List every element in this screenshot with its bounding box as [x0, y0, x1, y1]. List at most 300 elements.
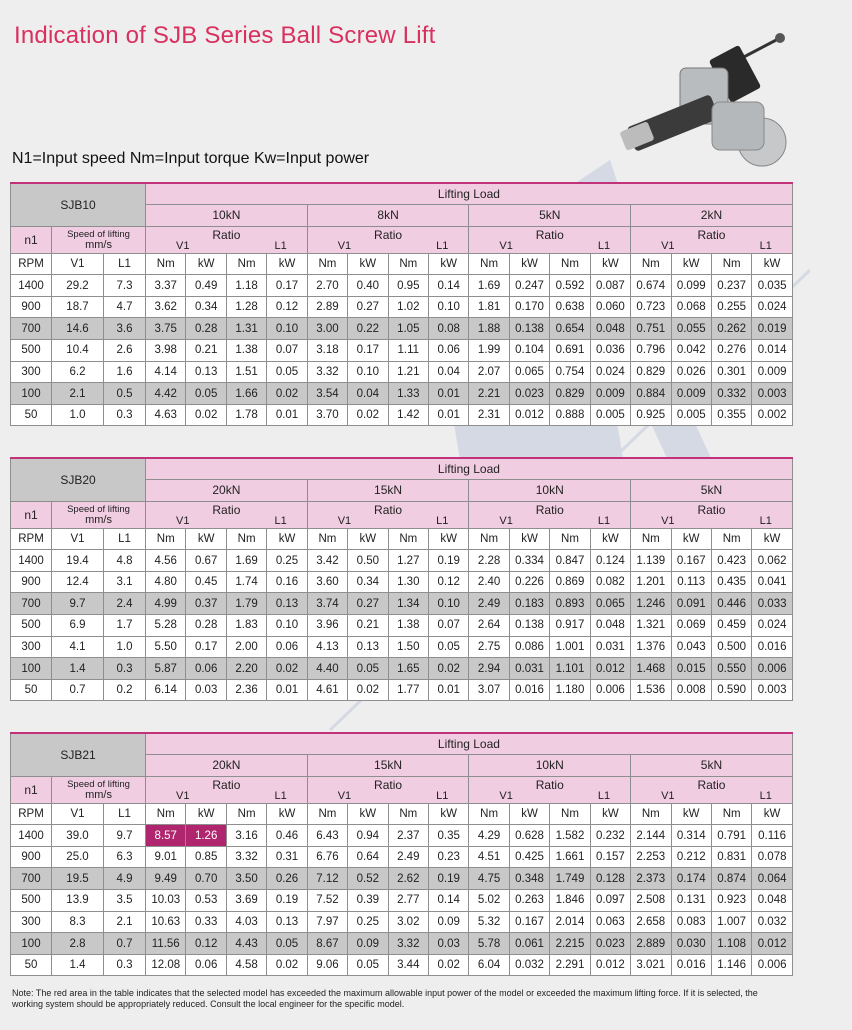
table-cell: 1.78	[226, 404, 266, 426]
kw-header: kW	[590, 528, 630, 550]
ratio-header	[307, 226, 469, 253]
table-row	[11, 658, 793, 680]
table-cell: 7.97	[307, 911, 347, 933]
table-cell: 1.180	[550, 679, 590, 701]
table-cell: 0.10	[267, 318, 307, 340]
table-cell: 0.06	[186, 658, 226, 680]
table-cell: 0.023	[509, 383, 549, 405]
table-cell: 0.14	[428, 890, 468, 912]
table-cell: 1.661	[550, 846, 590, 868]
kw-header: kW	[428, 253, 468, 275]
table-cell: 0.276	[711, 340, 751, 362]
table-cell: 0.04	[348, 383, 388, 405]
table-cell: 1.38	[226, 340, 266, 362]
table-cell: 3.021	[631, 954, 671, 976]
table-cell: 100	[11, 383, 52, 405]
table-cell: 0.13	[267, 593, 307, 615]
table-cell: 0.019	[752, 318, 792, 340]
page-title: Indication of SJB Series Ball Screw Lift	[14, 22, 436, 49]
table-row	[11, 911, 793, 933]
table-cell: 25.0	[52, 846, 104, 868]
table-cell: 0.016	[752, 636, 792, 658]
table-cell: 0.17	[267, 275, 307, 297]
table-cell: 10.03	[146, 890, 186, 912]
table-cell: 2.64	[469, 615, 509, 637]
ratio-header	[469, 776, 631, 803]
table-cell: 3.32	[307, 361, 347, 383]
table-cell: 300	[11, 911, 52, 933]
table-cell: 0.065	[590, 593, 630, 615]
table-cell: 2.215	[550, 933, 590, 955]
table-cell: 0.031	[509, 658, 549, 680]
table-cell: 0.263	[509, 890, 549, 912]
table-cell: 0.083	[671, 911, 711, 933]
table-cell: 0.116	[752, 825, 792, 847]
ratio-v1-label: V1	[176, 239, 190, 252]
nm-header: Nm	[550, 253, 590, 275]
speed-of-lifting-header	[52, 501, 146, 528]
kw-header: kW	[509, 803, 549, 825]
ratio-v1-label: V1	[661, 789, 675, 802]
table-row	[11, 550, 793, 572]
table-cell: 0.12	[267, 296, 307, 318]
table-cell: 0.05	[267, 361, 307, 383]
table-cell: 1.468	[631, 658, 671, 680]
nm-header: Nm	[711, 253, 751, 275]
spec-table	[10, 457, 793, 701]
table-cell: 0.003	[752, 679, 792, 701]
load-header: 5kN	[631, 480, 793, 502]
table-cell: 1.201	[631, 571, 671, 593]
table-cell: 1.21	[388, 361, 428, 383]
table-cell: 0.167	[509, 911, 549, 933]
table-cell: 0.12	[428, 571, 468, 593]
table-cell: 2.253	[631, 846, 671, 868]
table-cell: 5.87	[146, 658, 186, 680]
ratio-label: Ratio	[535, 227, 564, 242]
table-cell: 0.638	[550, 296, 590, 318]
table-cell: 0.33	[186, 911, 226, 933]
table-cell: 0.124	[590, 550, 630, 572]
table-cell: 2.07	[469, 361, 509, 383]
table-cell: 2.144	[631, 825, 671, 847]
v1-header: V1	[52, 803, 104, 825]
table-cell: 900	[11, 296, 52, 318]
table-cell: 0.005	[671, 404, 711, 426]
n1-header: n1	[11, 226, 52, 253]
nm-header: Nm	[307, 528, 347, 550]
lifting-load-header: Lifting Load	[146, 458, 793, 480]
table-cell: 1.749	[550, 868, 590, 890]
table-cell: 1.02	[388, 296, 428, 318]
load-header: 10kN	[469, 480, 631, 502]
table-cell: 3.32	[388, 933, 428, 955]
table-cell: 1.582	[550, 825, 590, 847]
table-cell: 1400	[11, 275, 52, 297]
table-cell: 13.9	[52, 890, 104, 912]
table-cell: 3.62	[146, 296, 186, 318]
table-cell: 1.42	[388, 404, 428, 426]
table-cell: 0.006	[752, 954, 792, 976]
ratio-label: Ratio	[212, 502, 241, 517]
table-cell: 1.0	[104, 636, 146, 658]
load-header: 2kN	[631, 205, 793, 227]
table-cell: 0.7	[104, 933, 146, 955]
rpm-header: RPM	[11, 253, 52, 275]
table-cell: 0.113	[671, 571, 711, 593]
table-cell: 5.28	[146, 615, 186, 637]
table-cell: 9.01	[146, 846, 186, 868]
table-cell: 0.212	[671, 846, 711, 868]
table-cell: 0.40	[348, 275, 388, 297]
ratio-header	[146, 501, 308, 528]
table-cell: 1.26	[186, 825, 226, 847]
nm-header: Nm	[469, 803, 509, 825]
table-cell: 3.32	[226, 846, 266, 868]
table-cell: 2.1	[104, 911, 146, 933]
table-cell: 3.00	[307, 318, 347, 340]
table-cell: 0.355	[711, 404, 751, 426]
ratio-l1-label: L1	[597, 789, 611, 802]
table-cell: 0.500	[711, 636, 751, 658]
table-cell: 3.70	[307, 404, 347, 426]
table-cell: 3.37	[146, 275, 186, 297]
l1-header: L1	[104, 803, 146, 825]
kw-header: kW	[752, 803, 792, 825]
model-name: SJB10	[11, 183, 146, 226]
table-cell: 0.048	[752, 890, 792, 912]
ratio-header	[307, 776, 469, 803]
table-cell: 0.016	[671, 954, 711, 976]
table-cell: 14.6	[52, 318, 104, 340]
table-cell: 0.14	[428, 275, 468, 297]
table-cell: 300	[11, 636, 52, 658]
table-cell: 0.170	[509, 296, 549, 318]
v1-header: V1	[52, 528, 104, 550]
table-cell: 0.10	[428, 593, 468, 615]
table-cell: 50	[11, 404, 52, 426]
table-cell: 0.091	[671, 593, 711, 615]
table-cell: 1.846	[550, 890, 590, 912]
table-cell: 0.19	[428, 550, 468, 572]
table-cell: 0.031	[590, 636, 630, 658]
table-cell: 0.01	[267, 404, 307, 426]
ratio-label: Ratio	[535, 777, 564, 792]
ratio-v1-label: V1	[337, 789, 352, 802]
ratio-v1-label: V1	[337, 514, 352, 527]
table-cell: 0.17	[186, 636, 226, 658]
table-cell: 0.925	[631, 404, 671, 426]
ratio-v1-label: V1	[499, 789, 513, 802]
table-cell: 0.12	[186, 933, 226, 955]
kw-header: kW	[509, 528, 549, 550]
ratio-v1-label: V1	[499, 514, 513, 527]
table-cell: 700	[11, 318, 52, 340]
table-cell: 2.28	[469, 550, 509, 572]
table-cell: 2.21	[469, 383, 509, 405]
table-cell: 2.373	[631, 868, 671, 890]
load-header: 15kN	[307, 755, 469, 777]
table-row	[11, 318, 793, 340]
table-cell: 0.012	[590, 658, 630, 680]
load-header: 5kN	[631, 755, 793, 777]
table-cell: 0.19	[428, 868, 468, 890]
table-cell: 0.423	[711, 550, 751, 572]
table-cell: 700	[11, 868, 52, 890]
table-row	[11, 954, 793, 976]
table-cell: 0.02	[428, 954, 468, 976]
table-cell: 0.06	[186, 954, 226, 976]
table-cell: 4.14	[146, 361, 186, 383]
table-cell: 500	[11, 340, 52, 362]
table-cell: 4.61	[307, 679, 347, 701]
table-cell: 0.26	[267, 868, 307, 890]
table-cell: 0.060	[590, 296, 630, 318]
table-cell: 5.32	[469, 911, 509, 933]
table-cell: 0.654	[550, 318, 590, 340]
ratio-label: Ratio	[697, 227, 726, 242]
ratio-v1-label: V1	[176, 514, 190, 527]
ratio-l1-label: L1	[759, 789, 772, 802]
table-cell: 0.85	[186, 846, 226, 868]
spec-table-block-sjb20	[10, 457, 792, 701]
table-cell: 1.246	[631, 593, 671, 615]
table-cell: 0.95	[388, 275, 428, 297]
table-cell: 0.05	[267, 933, 307, 955]
table-cell: 0.02	[348, 404, 388, 426]
table-cell: 2.508	[631, 890, 671, 912]
table-cell: 0.46	[267, 825, 307, 847]
ratio-v1-label: V1	[337, 239, 352, 252]
table-cell: 0.314	[671, 825, 711, 847]
load-header: 20kN	[146, 755, 308, 777]
table-cell: 0.2	[104, 679, 146, 701]
table-row	[11, 404, 793, 426]
table-cell: 0.064	[752, 868, 792, 890]
table-cell: 0.39	[348, 890, 388, 912]
table-row	[11, 615, 793, 637]
l1-header: L1	[104, 528, 146, 550]
table-cell: 0.829	[631, 361, 671, 383]
table-cell: 0.34	[186, 296, 226, 318]
table-row	[11, 340, 793, 362]
table-cell: 0.27	[348, 296, 388, 318]
table-cell: 2.1	[52, 383, 104, 405]
table-row	[11, 825, 793, 847]
table-cell: 0.13	[186, 361, 226, 383]
table-cell: 1.27	[388, 550, 428, 572]
table-cell: 1.18	[226, 275, 266, 297]
table-cell: 0.006	[590, 679, 630, 701]
spec-table-block-sjb21	[10, 732, 792, 976]
speed-of-lifting-header	[52, 776, 146, 803]
table-cell: 6.76	[307, 846, 347, 868]
table-cell: 3.07	[469, 679, 509, 701]
load-header: 8kN	[307, 205, 469, 227]
ratio-label: Ratio	[697, 502, 726, 517]
table-cell: 0.043	[671, 636, 711, 658]
nm-header: Nm	[146, 253, 186, 275]
legend-text: N1=Input speed Nm=Input torque Kw=Input power	[12, 150, 370, 167]
load-header: 10kN	[146, 205, 308, 227]
kw-header: kW	[509, 253, 549, 275]
table-cell: 3.16	[226, 825, 266, 847]
table-cell: 0.831	[711, 846, 751, 868]
kw-header: kW	[671, 253, 711, 275]
ratio-v1-label: V1	[176, 789, 190, 802]
table-cell: 0.097	[590, 890, 630, 912]
table-cell: 19.5	[52, 868, 104, 890]
table-row	[11, 933, 793, 955]
table-cell: 1.4	[52, 658, 104, 680]
n1-header: n1	[11, 501, 52, 528]
table-cell: 1400	[11, 550, 52, 572]
table-cell: 0.28	[186, 615, 226, 637]
table-cell: 0.063	[590, 911, 630, 933]
table-cell: 0.25	[348, 911, 388, 933]
table-row	[11, 296, 793, 318]
table-cell: 0.10	[267, 615, 307, 637]
ratio-header	[631, 226, 793, 253]
table-cell: 0.069	[671, 615, 711, 637]
table-cell: 0.50	[348, 550, 388, 572]
table-cell: 0.754	[550, 361, 590, 383]
table-cell: 0.3	[104, 404, 146, 426]
speed-unit-label: mm/s	[85, 788, 112, 801]
table-cell: 0.04	[428, 361, 468, 383]
ratio-header	[469, 501, 631, 528]
table-cell: 1.33	[388, 383, 428, 405]
table-cell: 1.30	[388, 571, 428, 593]
ratio-l1-label: L1	[436, 239, 449, 252]
ratio-l1-label: L1	[274, 239, 287, 252]
ratio-label: Ratio	[535, 502, 564, 517]
table-cell: 4.13	[307, 636, 347, 658]
table-cell: 0.09	[348, 933, 388, 955]
table-cell: 0.086	[509, 636, 549, 658]
table-cell: 0.183	[509, 593, 549, 615]
ratio-label: Ratio	[374, 502, 403, 517]
nm-header: Nm	[226, 253, 266, 275]
table-cell: 0.21	[186, 340, 226, 362]
table-cell: 0.06	[428, 340, 468, 362]
table-cell: 500	[11, 890, 52, 912]
table-cell: 0.37	[186, 593, 226, 615]
table-cell: 1.79	[226, 593, 266, 615]
lifting-load-header: Lifting Load	[146, 183, 793, 205]
table-cell: 19.4	[52, 550, 104, 572]
table-cell: 1.38	[388, 615, 428, 637]
table-cell: 3.54	[307, 383, 347, 405]
table-cell: 0.08	[428, 318, 468, 340]
table-cell: 0.032	[509, 954, 549, 976]
table-cell: 3.96	[307, 615, 347, 637]
table-cell: 0.7	[52, 679, 104, 701]
table-cell: 1.69	[226, 550, 266, 572]
ratio-l1-label: L1	[436, 789, 449, 802]
table-cell: 0.10	[428, 296, 468, 318]
table-cell: 2.40	[469, 571, 509, 593]
table-cell: 0.07	[267, 340, 307, 362]
table-cell: 0.033	[752, 593, 792, 615]
table-cell: 1.11	[388, 340, 428, 362]
table-cell: 0.874	[711, 868, 751, 890]
table-cell: 0.691	[550, 340, 590, 362]
table-cell: 300	[11, 361, 52, 383]
table-row	[11, 593, 793, 615]
nm-header: Nm	[146, 803, 186, 825]
table-cell: 0.008	[671, 679, 711, 701]
kw-header: kW	[590, 253, 630, 275]
table-cell: 0.53	[186, 890, 226, 912]
table-cell: 0.723	[631, 296, 671, 318]
table-cell: 900	[11, 846, 52, 868]
table-cell: 900	[11, 571, 52, 593]
ratio-v1-label: V1	[661, 239, 675, 252]
table-cell: 0.226	[509, 571, 549, 593]
nm-header: Nm	[226, 803, 266, 825]
table-cell: 0.13	[348, 636, 388, 658]
table-cell: 6.2	[52, 361, 104, 383]
table-cell: 0.3	[104, 954, 146, 976]
table-cell: 0.05	[186, 383, 226, 405]
table-cell: 0.348	[509, 868, 549, 890]
nm-header: Nm	[388, 528, 428, 550]
table-cell: 6.14	[146, 679, 186, 701]
nm-header: Nm	[307, 253, 347, 275]
table-cell: 3.44	[388, 954, 428, 976]
ratio-header	[307, 501, 469, 528]
table-cell: 2.6	[104, 340, 146, 362]
table-cell: 100	[11, 933, 52, 955]
footnote: Note: The red area in the table indicates that the selected model has exceeded the maximum allowable input power of the model or exceeded the maximum lifting force. If it is selected, the working system should be appropriately reduced. Consult the local engineer for the specific model.	[12, 988, 758, 1009]
ratio-header	[631, 776, 793, 803]
table-cell: 2.36	[226, 679, 266, 701]
kw-header: kW	[428, 528, 468, 550]
table-cell: 7.52	[307, 890, 347, 912]
table-cell: 0.061	[509, 933, 549, 955]
table-cell: 0.006	[752, 658, 792, 680]
table-cell: 4.7	[104, 296, 146, 318]
table-row	[11, 361, 793, 383]
table-cell: 1.321	[631, 615, 671, 637]
table-cell: 4.58	[226, 954, 266, 976]
table-row	[11, 846, 793, 868]
table-cell: 0.09	[428, 911, 468, 933]
table-cell: 1.77	[388, 679, 428, 701]
table-cell: 4.63	[146, 404, 186, 426]
table-cell: 5.78	[469, 933, 509, 955]
table-cell: 7.3	[104, 275, 146, 297]
table-cell: 18.7	[52, 296, 104, 318]
table-cell: 0.23	[428, 846, 468, 868]
table-cell: 0.06	[267, 636, 307, 658]
table-cell: 0.893	[550, 593, 590, 615]
kw-header: kW	[348, 528, 388, 550]
table-cell: 0.048	[590, 615, 630, 637]
speed-unit-label: mm/s	[85, 238, 112, 251]
table-cell: 0.17	[348, 340, 388, 362]
spec-table	[10, 732, 793, 976]
nm-header: Nm	[711, 528, 751, 550]
nm-header: Nm	[631, 528, 671, 550]
table-cell: 3.98	[146, 340, 186, 362]
table-cell: 0.459	[711, 615, 751, 637]
table-cell: 0.082	[590, 571, 630, 593]
ratio-label: Ratio	[374, 227, 403, 242]
table-cell: 9.49	[146, 868, 186, 890]
table-cell: 0.27	[348, 593, 388, 615]
